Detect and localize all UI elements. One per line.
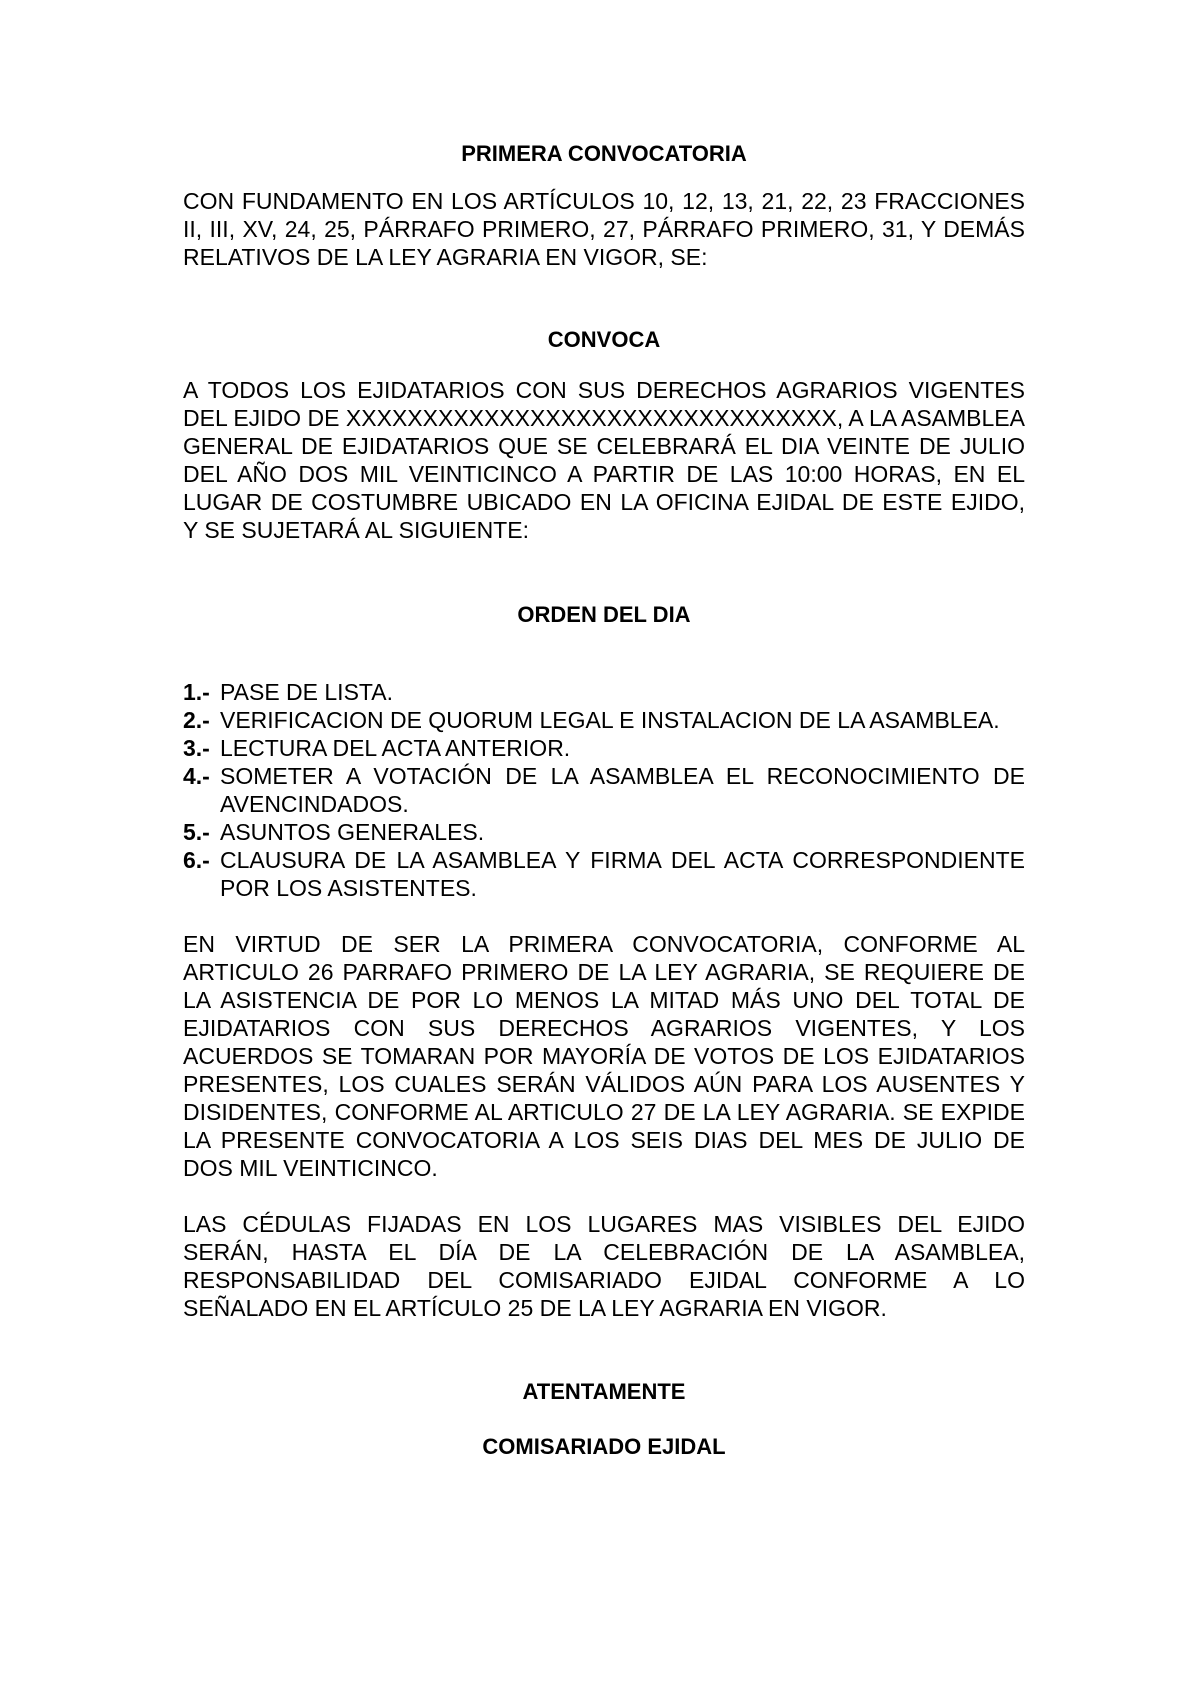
agenda-item-number: 5.- bbox=[183, 819, 210, 845]
agenda-item-number: 4.- bbox=[183, 763, 210, 789]
agenda-item bbox=[183, 706, 1025, 734]
agenda-item-text: PASE DE LISTA. bbox=[220, 679, 393, 705]
agenda-item-text: CLAUSURA DE LA ASAMBLEA Y FIRMA DEL ACTA CORRESPONDIENTE POR LOS ASISTENTES. bbox=[220, 847, 1025, 901]
agenda-heading: ORDEN DEL DIA bbox=[517, 602, 691, 627]
agenda-item-text: LECTURA DEL ACTA ANTERIOR. bbox=[220, 735, 571, 761]
agenda-item bbox=[183, 734, 1025, 762]
agenda-item-number: 1.- bbox=[183, 679, 210, 705]
agenda-item bbox=[183, 846, 1025, 902]
agenda-item-number: 2.- bbox=[183, 707, 210, 733]
cedulas-paragraph: LAS CÉDULAS FIJADAS EN LOS LUGARES MAS VISIBLES DEL EJIDO SERÁN, HASTA EL DÍA DE LA CELEBRACIÓN DE LA ASAMBLEA, RESPONSABILIDAD DEL COMISARIADO EJIDAL CONFORME A LO SEÑALADO EN EL ARTÍCULO 25 DE LA LEY AGRARIA EN VIGOR. bbox=[183, 1211, 1025, 1321]
convoca-heading: CONVOCA bbox=[547, 327, 661, 352]
agenda-item-number: 3.- bbox=[183, 735, 210, 761]
agenda-item bbox=[183, 762, 1025, 818]
signatory-comisariado: COMISARIADO EJIDAL bbox=[482, 1434, 726, 1459]
agenda-list bbox=[183, 678, 1025, 902]
convoca-paragraph: A TODOS LOS EJIDATARIOS CON SUS DERECHOS AGRARIOS VIGENTES DEL EJIDO DE XXXXXXXXXXXXXXXXXXXXXXXXXXXXXXXX, A LA ASAMBLEA GENERAL DE EJIDATARIOS QUE SE CELEBRARÁ EL DIA VEINTE DE JULIO DEL AÑO DOS MIL VEINTICINCO A PARTIR DE LAS 10:00 HORAS, EN EL LUGAR DE COSTUMBRE UBICADO EN LA OFICINA EJIDAL DE ESTE EJIDO, Y SE SUJETARÁ AL SIGUIENTE: bbox=[183, 377, 1025, 543]
document-title: PRIMERA CONVOCATORIA bbox=[461, 141, 747, 166]
agenda-item-text: SOMETER A VOTACIÓN DE LA ASAMBLEA EL RECONOCIMIENTO DE AVENCINDADOS. bbox=[220, 763, 1025, 817]
intro-paragraph: CON FUNDAMENTO EN LOS ARTÍCULOS 10, 12, 13, 21, 22, 23 FRACCIONES II, III, XV, 24, 25, PÁRRAFO PRIMERO, 27, PÁRRAFO PRIMERO, 31, Y DEMÁS RELATIVOS DE LA LEY AGRARIA EN VIGOR, SE: bbox=[183, 188, 1025, 270]
agenda-item-number: 6.- bbox=[183, 847, 210, 873]
agenda-item bbox=[183, 818, 1025, 846]
closing-atentamente: ATENTAMENTE bbox=[522, 1379, 686, 1404]
agenda-item-text: ASUNTOS GENERALES. bbox=[220, 819, 485, 845]
document-page bbox=[183, 140, 1025, 1461]
quorum-paragraph: EN VIRTUD DE SER LA PRIMERA CONVOCATORIA, CONFORME AL ARTICULO 26 PARRAFO PRIMERO DE LA LEY AGRARIA, SE REQUIERE DE LA ASISTENCIA DE POR LO MENOS LA MITAD MÁS UNO DEL TOTAL DE EJIDATARIOS CON SUS DERECHOS AGRARIOS VIGENTES, Y LOS ACUERDOS SE TOMARAN POR MAYORÍA DE VOTOS DE LOS EJIDATARIOS PRESENTES, LOS CUALES SERÁN VÁLIDOS AÚN PARA LOS AUSENTES Y DISIDENTES, CONFORME AL ARTICULO 27 DE LA LEY AGRARIA. SE EXPIDE LA PRESENTE CONVOCATORIA A LOS SEIS DIAS DEL MES DE JULIO DE DOS MIL VEINTICINCO. bbox=[183, 931, 1025, 1181]
agenda-item bbox=[183, 678, 1025, 706]
agenda-item-text: VERIFICACION DE QUORUM LEGAL E INSTALACION DE LA ASAMBLEA. bbox=[220, 707, 1000, 733]
